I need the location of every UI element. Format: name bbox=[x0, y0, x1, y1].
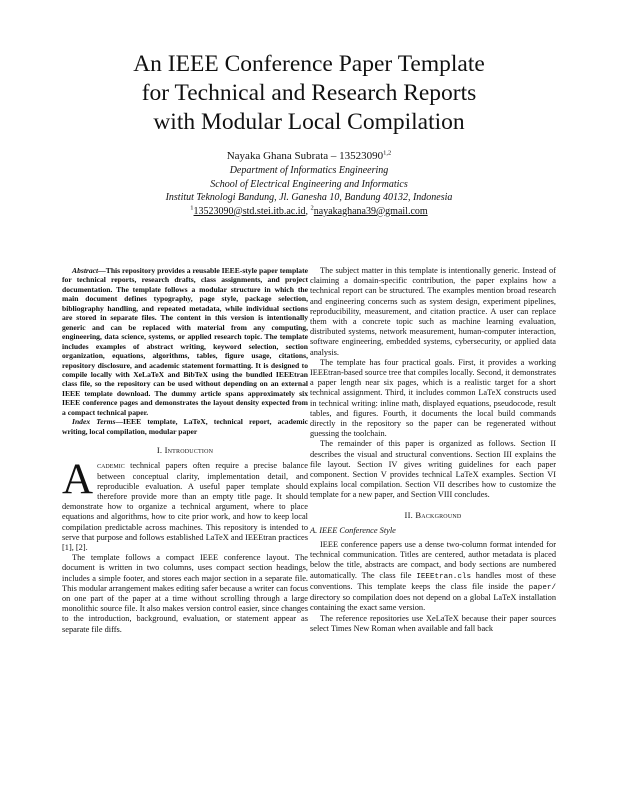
intro-paragraph-5: The remainder of this paper is organized as follows. Section II describes the visual and structural conventions. Section III explains the file layout. Section IV gives writing guidelines for each paper component. Section V provides technical LaTeX examples. Section VI explains local compilation. Section VII describes how to customize the template for a new paper, and Section VIII concludes. bbox=[310, 439, 556, 500]
section-heading-background: II. Background bbox=[404, 509, 462, 520]
author-block bbox=[0, 150, 618, 218]
title-line-1: An IEEE Conference Paper Template bbox=[133, 51, 485, 77]
author-department: Department of Informatics Engineering bbox=[229, 165, 389, 177]
intro-paragraph-1: Academic technical papers often require a precise balance between conceptual clarity, implementation detail, and reproducible evaluation. A useful paper template should therefore provide more than an empty title page. It should demonstrate how to organize a technical argument, where to place equations and algorithms, how to cite prior work, and how to keep local compilation predictable across machines. This repository is intended to serve that purpose and follows established LaTeX and IEEEtran practices [1], [2]. bbox=[62, 456, 308, 552]
section-heading-introduction: I. Introduction bbox=[156, 445, 214, 456]
author-emails: $^1$13523090@std.stei.itb.ac.id, $^2$nayakaghana39@gmail.com bbox=[190, 204, 428, 217]
intro-paragraph-4: The template has four practical goals. First, it provides a working IEEEtran-based source tree that compiles locally. Second, it demonstrates a paper length near six pages, which is a realistic target for a short technical assignment. Third, it includes common LaTeX constructs used in technical writing: inline math, displayed equations, pseudocode, result tables, and figures. Fourth, it documents the local build commands directly in the repository so the paper can be regenerated without guessing the toolchain. bbox=[310, 357, 556, 439]
subsection-heading-ieee-style: A. IEEE Conference Style bbox=[310, 525, 396, 535]
code-ieeetran-cls: IEEEtran.cls bbox=[416, 572, 471, 581]
email-link-1[interactable]: 13523090@std.stei.itb.ac.id bbox=[193, 205, 306, 217]
abstract: Abstract—This repository provides a reusable IEEE-style paper template for technical reports, research drafts, class assignments, and project documentation. The template follows a modular structure in which the main document defines typography, page style, package selection, bibliography handling, and repeated metadata, while individual sections are stored in separate files. The content in this version is intentionally generic and can be replaced with material from any computing, engineering, data science, systems, or applied research topic. The template includes examples of abstract writing, keyword selection, section organization, equations, algorithms, tables, figure usage, citations, repository disclosure, and academic statement formatting. It is designed to compile locally with XeLaTeX and BibTeX using the bundled IEEEtran class file, so the repository can be used without depending on an external IEEE template download. The dummy article spans approximately six IEEE conference pages and demonstrates the layout density expected from a compact technical paper. bbox=[62, 266, 308, 417]
left-column bbox=[62, 266, 308, 635]
author-school: School of Electrical Engineering and Informatics bbox=[210, 178, 408, 190]
intro-paragraph-2: The template follows a compact IEEE conference layout. The document is written in two columns, uses compact section headings, includes a simple footer, and stores each major section in a separate file. This modular arrangement makes editing safer because a writer can focus on one part of the paper at a time without scrolling through a large monolithic source file. It also makes version control easier, since changes to the introduction, background, evaluation, or statement appear as separate file diffs. bbox=[62, 553, 308, 634]
code-paper-dir: paper/ bbox=[528, 583, 556, 592]
author-name: Nayaka Ghana Subrata – 13523090$^{1,2}$ bbox=[226, 149, 392, 162]
title-line-3: with Modular Local Compilation bbox=[153, 109, 465, 135]
email-link-2[interactable]: nayakaghana39@gmail.com bbox=[313, 205, 428, 217]
title-line-2: for Technical and Research Reports bbox=[141, 80, 477, 106]
background-paragraph-2: The reference repositories use XeLaTeX because their paper sources select Times New Roman when available and fall back bbox=[310, 613, 556, 633]
right-column bbox=[310, 266, 556, 634]
intro-paragraph-3: The subject matter in this template is intentionally generic. Instead of claiming a domain-specific contribution, the paper explains how a technical report can be structured. The examples mention broad research and engineering concerns such as system design, experiment pipelines, reproducibility, measurement, and citation practice. A user can replace them with a concrete topic such as machine learning evaluation, distributed systems, network measurement, human-computer interaction, software engineering, embedded systems, cybersecurity, or applied data analysis. bbox=[310, 266, 556, 357]
author-institution: Institut Teknologi Bandung, Jl. Ganesha 10, Bandung 40132, Indonesia bbox=[165, 192, 453, 204]
paper-title bbox=[0, 50, 618, 137]
index-terms: Index Terms—IEEE template, LaTeX, technical report, academic writing, local compilation, modular paper bbox=[62, 417, 308, 436]
background-paragraph-1: IEEE conference papers use a dense two-column format intended for technical communication. Titles are centered, author metadata is placed below the title, abstracts are compact, and body sections are numbered automatically. The class file IEEEtran.cls handles most of these conventions. This template keeps the class file inside the paper/ directory so compilation does not depend on a global LaTeX installation containing the exact same version. bbox=[310, 540, 556, 613]
author-affiliation-marks: 1,2 bbox=[383, 149, 392, 157]
drop-cap: A bbox=[62, 456, 94, 504]
